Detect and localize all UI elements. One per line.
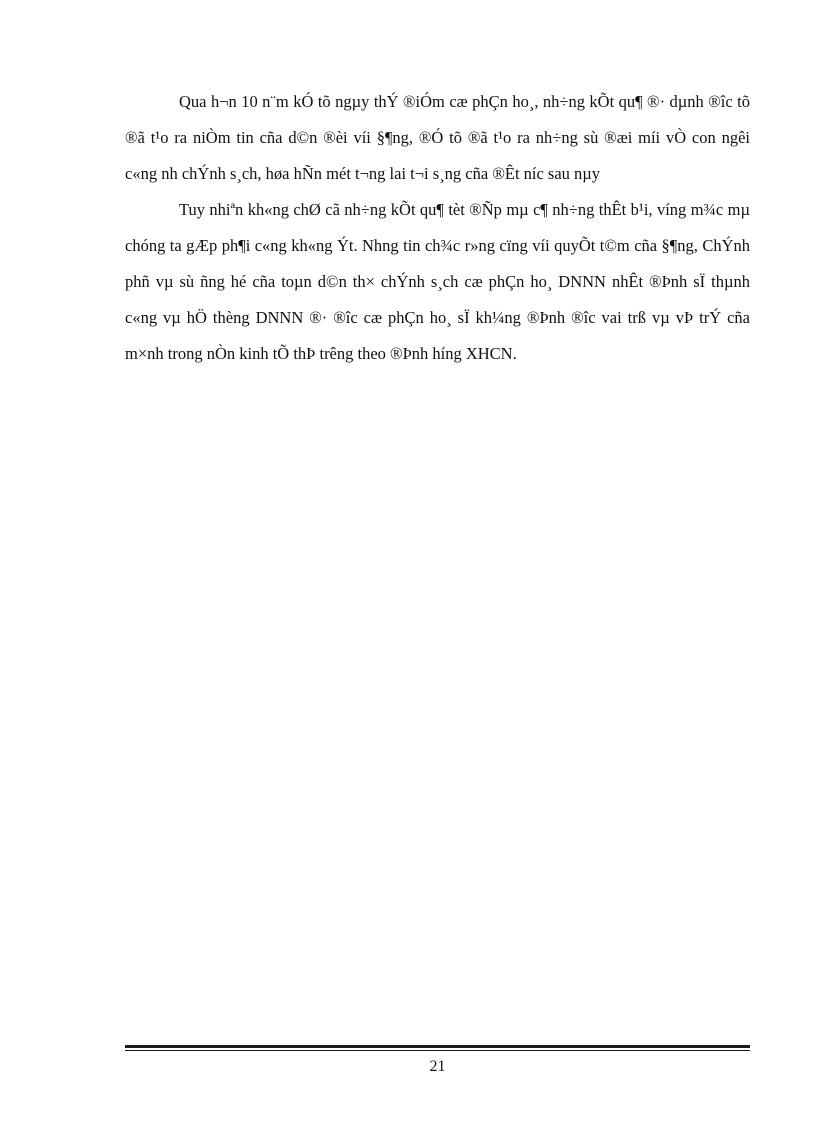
paragraph-2: Tuy nhiªn kh«ng chØ cã nh÷ng kÕt qu¶ tèt ®Ñp mµ c¶ nh÷ng thÊt b¹i, víng m¾c mµ chóng ta gÆp ph¶i c«ng kh«ng Ýt. Nhng tin ch¾c r»ng cïng víi quyÕt t©m cña §¶ng, ChÝnh phñ vµ sù ñng hé cña toµn d©n th× chÝnh s¸ch cæ phÇn ho¸ DNNN nhÊt ®Þnh sÏ thµnh c«ng vµ hÖ thèng DNNN ®· ®îc cæ phÇn ho¸ sÏ kh¼ng ®Þnh ®îc vai trß vµ vÞ trÝ cña m×nh trong nÒn kinh tÕ thÞ trêng theo ®Þnh híng XHCN. (125, 200, 750, 363)
paragraph-1: Qua h¬n 10 n¨m kÓ tõ ngµy thÝ ®iÓm cæ phÇn ho¸, nh÷ng kÕt qu¶ ®· dµnh ®îc tõ ®ã t¹o ra niÒm tin cña d©n ®èi víi §¶ng, ®Ó tõ ®ã t¹o ra nh÷ng sù ®æi míi vÒ con ngêi c«ng nh chÝnh s¸ch, høa hÑn mét t¬ng lai t¬i s¸ng cña ®Êt níc sau nµy (125, 92, 750, 183)
document-body (125, 84, 750, 372)
page-footer (125, 1045, 750, 1077)
page-number: 21 (429, 1058, 446, 1075)
footer-rule-thin (125, 1050, 750, 1051)
footer-rule-thick (125, 1045, 750, 1048)
